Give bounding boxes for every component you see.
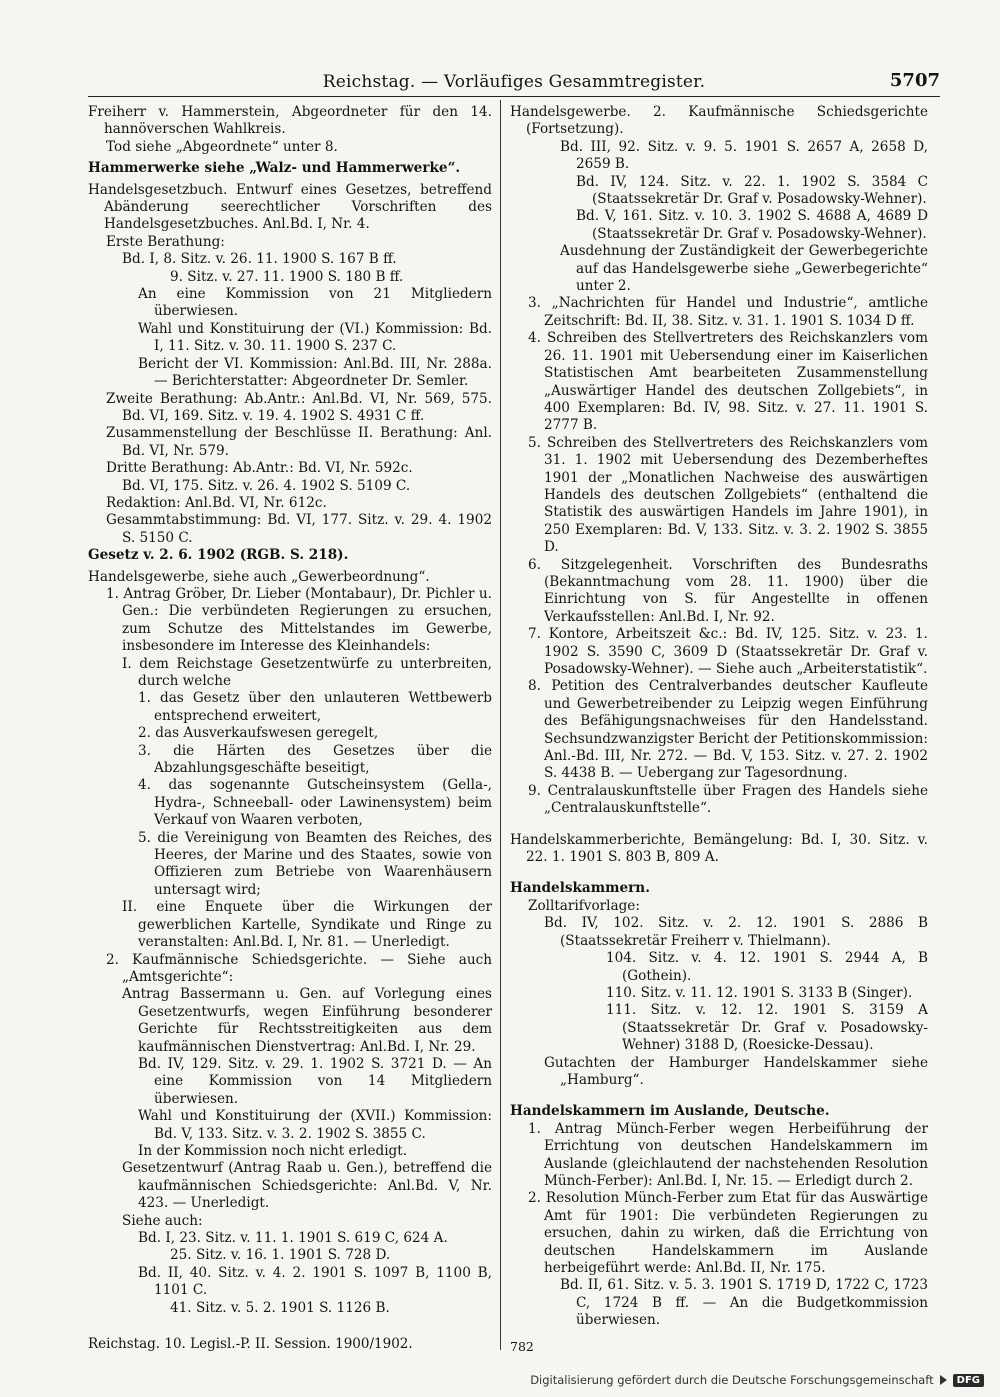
index-entry: Gesammtabstimmung: Bd. VI, 177. Sitz. v. 29. 4. 1902 S. 5150 C.	[106, 512, 492, 546]
index-entry: Hammerwerke siehe „Walz- und Hammerwerke“.	[88, 160, 461, 177]
index-entry: Handelskammerberichte, Bemängelung: Bd. I, 30. Sitz. v. 22. 1. 1901 S. 803 B, 809 A.	[510, 831, 928, 866]
index-entry: Ausdehnung der Zuständigkeit der Gewerbegerichte auf das Handelsgewerbe siehe „Gewerbegerichte“ unter 2.	[560, 243, 928, 295]
index-entry: Redaktion: Anl.Bd. VI, Nr. 612c.	[106, 494, 327, 511]
index-entry: Dritte Berathung: Ab.Antr.: Bd. VI, Nr. 592c.	[106, 460, 413, 477]
index-entry: Wahl und Konstituirung der (XVII.) Kommission: Bd. V, 133. Sitz. v. 3. 2. 1902 S. 3855 C.	[138, 1108, 492, 1142]
index-entry: 4. Schreiben des Stellvertreters des Reichskanzlers vom 26. 11. 1901 mit Uebersendung einer im Kaiserlichen Statistischen Amt bearbeiteten Zusammenstellung „Auswärtiger Handel des deutschen Zollgebiets“, in 400 Exemplaren: Bd. IV, 98. Sitz. v. 27. 11. 1901 S. 2777 B.	[528, 330, 928, 434]
index-entry: 3. „Nachrichten für Handel und Industrie“, amtliche Zeitschrift: Bd. II, 38. Sitz. v. 31. 1. 1901 S. 1034 D ff.	[528, 295, 928, 329]
index-entry: Handelskammern im Auslande, Deutsche.	[510, 1103, 830, 1120]
index-entry: Handelsgesetzbuch. Entwurf eines Gesetzes, betreffend Abänderung seerechtlicher Vorschriften des Handelsgesetzbuches. Anl.Bd. I, Nr. 4.	[88, 181, 492, 233]
index-entry: 5. die Vereinigung von Beamten des Reiches, des Heeres, der Marine und des Staates, sowie von Offizieren zum Betriebe von Waarenhäusern untersagt wird;	[138, 829, 492, 898]
index-entry: Bd. V, 161. Sitz. v. 10. 3. 1902 S. 4688 A, 4689 D (Staatssekretär Dr. Graf v. Posadowsky-Wehner).	[576, 208, 928, 242]
index-entry: 1. Antrag Gröber, Dr. Lieber (Montabaur), Dr. Pichler u. Gen.: Die verbündeten Regierungen zu ersuchen, zum Schutze des Mittelstandes im Gewerbe, insbesondere im Interesse des Kleinhandels:	[106, 585, 492, 655]
column-divider	[500, 100, 501, 1350]
index-entry: 1. Antrag Münch-Ferber wegen Herbeiführung der Errichtung von deutschen Handelskammern im Auslande (gleichlautend der nachstehenden Resolution Münch-Ferber): Anl.Bd. I, Nr. 15. — Erledigt durch 2.	[528, 1120, 928, 1189]
index-entry: Bd. IV, 124. Sitz. v. 22. 1. 1902 S. 3584 C (Staatssekretär Dr. Graf v. Posadowsky-Wehner).	[576, 173, 928, 208]
index-entry: Bd. IV, 129. Sitz. v. 29. 1. 1902 S. 3721 D. — An eine Kommission von 14 Mitgliedern überwiesen.	[138, 1055, 492, 1107]
index-entry: Bd. III, 92. Sitz. v. 9. 5. 1901 S. 2657 A, 2658 D, 2659 B.	[560, 138, 928, 173]
header-title: Reichstag. — Vorläufiges Gesammtregister.	[322, 72, 706, 92]
index-entry: 2. Resolution Münch-Ferber zum Etat für das Auswärtige Amt für 1901: Die verbündeten Regierungen zu ersuchen, dahin zu wirken, daß die Errichtung von deutschen Handelskammern im Auslande herbeigeführt werde: Anl.Bd. II, Nr. 175.	[528, 1190, 928, 1276]
index-entry: Handelsgewerbe, siehe auch „Gewerbeordnung“.	[88, 568, 430, 585]
index-entry: Zweite Berathung: Ab.Antr.: Anl.Bd. VI, Nr. 569, 575. Bd. VI, 169. Sitz. v. 19. 4. 1902 S. 4931 C ff.	[106, 390, 492, 424]
index-entry: Bd. I, 23. Sitz. v. 11. 1. 1901 S. 619 C, 624 A.	[138, 1230, 448, 1246]
running-header	[88, 70, 940, 98]
index-entry: Erste Berathung:	[106, 233, 225, 250]
header-rule	[88, 96, 940, 97]
index-entry: Bd. II, 61. Sitz. v. 5. 3. 1901 S. 1719 D, 1722 C, 1723 C, 1724 B ff. — An die Budgetkommission überwiesen.	[560, 1277, 928, 1329]
spacer	[510, 818, 928, 832]
dfg-credit-text: Digitalisierung gefördert durch die Deutsche Forschungsgemeinschaft	[530, 1373, 934, 1387]
index-entry: Bd. I, 8. Sitz. v. 26. 11. 1900 S. 167 B ff.	[122, 251, 397, 268]
index-entry: Bericht der VI. Kommission: Anl.Bd. III, Nr. 288a. — Berichterstatter: Abgeordneter Dr. Semler.	[138, 355, 492, 390]
dfg-logo: DFG	[953, 1374, 984, 1387]
index-entry: Handelskammern.	[510, 880, 650, 897]
index-entry: 9. Sitz. v. 27. 11. 1900 S. 180 B ff.	[170, 268, 404, 285]
index-entry: 7. Kontore, Arbeitszeit &c.: Bd. IV, 125. Sitz. v. 23. 1. 1902 S. 3590 C, 3609 D (Staatssekretär Dr. Graf v. Posadowsky-Wehner). — Siehe auch „Arbeiterstatistik“.	[528, 626, 928, 677]
index-entry: 4. das sogenannte Gutscheinsystem (Gella-, Hydra-, Schneeball- oder Lawinensystem) beim Verkauf von Waaren verboten,	[138, 777, 492, 829]
index-entry: Handelsgewerbe. 2. Kaufmännische Schiedsgerichte (Fortsetzung).	[510, 104, 928, 138]
index-entry: Gesetz v. 2. 6. 1902 (RGB. S. 218).	[88, 547, 349, 564]
index-entry: Bd. IV, 102. Sitz. v. 2. 12. 1901 S. 2886 B (Staatssekretär Freiherr v. Thielmann).	[544, 915, 928, 949]
index-entry: 2. das Ausverkaufswesen geregelt,	[138, 725, 379, 742]
index-entry: Wahl und Konstituirung der (VI.) Kommission: Bd. I, 11. Sitz. v. 30. 11. 1900 S. 237 C.	[138, 320, 492, 355]
index-entry: Freiherr v. Hammerstein, Abgeordneter für den 14. hannöverschen Wahlkreis.	[88, 104, 492, 138]
index-entry: 1. das Gesetz über den unlauteren Wettbewerb entsprechend erweitert,	[138, 690, 492, 724]
index-entry: I. dem Reichstage Gesetzentwürfe zu unterbreiten, durch welche	[122, 655, 492, 689]
index-entry: 6. Sitzgelegenheit. Vorschriften des Bundesraths (Bekanntmachung vom 28. 11. 1900) über die Einrichtung von S. für Angestellte in offenen Verkaufsstellen: Anl.Bd. I, Nr. 92.	[528, 556, 928, 625]
index-entry: Bd. II, 40. Sitz. v. 4. 2. 1901 S. 1097 B, 1100 B, 1101 C.	[138, 1264, 492, 1299]
index-entry: 41. Sitz. v. 5. 2. 1901 S. 1126 B.	[170, 1299, 390, 1316]
index-entry: 110. Sitz. v. 11. 12. 1901 S. 3133 B (Singer).	[606, 984, 913, 1001]
index-entry: 5. Schreiben des Stellvertreters des Reichskanzlers vom 31. 1. 1902 mit Uebersendung des Dezemberheftes 1901 der „Monatlichen Nachweise des auswärtigen Handels des deutschen Zollgebiets“ (enthaltend die Statistik des auswärtigen Handels im Jahre 1901), in 250 Exemplaren: Bd. V, 133. Sitz. v. 3. 2. 1902 S. 3855 D.	[528, 434, 928, 556]
index-entry: 3. die Härten des Gesetzes über die Abzahlungsgeschäfte beseitigt,	[138, 742, 492, 777]
index-entry: 2. Kaufmännische Schiedsgerichte. — Siehe auch „Amtsgerichte“:	[106, 951, 492, 985]
index-entry: 782	[510, 1338, 534, 1354]
index-entry: 25. Sitz. v. 16. 1. 1901 S. 728 D.	[170, 1247, 391, 1264]
index-entry: Antrag Bassermann u. Gen. auf Vorlegung eines Gesetzentwurfs, wegen Einführung besonderer Gerichte für Rechtsstreitigkeiten aus dem kaufmännischen Dienstvertrag: Anl.Bd. I, Nr. 29.	[122, 986, 492, 1055]
index-entry: II. eine Enquete über die Wirkungen der gewerblichen Kartelle, Syndikate und Ringe zu veranstalten: Anl.Bd. I, Nr. 81. — Unerledigt.	[122, 899, 492, 951]
index-entry: 104. Sitz. v. 4. 12. 1901 S. 2944 A, B (Gothein).	[606, 950, 928, 984]
spacer	[510, 1089, 928, 1103]
index-entry: In der Kommission noch nicht erledigt.	[138, 1142, 408, 1159]
index-entry: Tod siehe „Abgeordnete“ unter 8.	[106, 138, 338, 155]
arrow-right-icon	[940, 1375, 947, 1385]
index-entry: Zusammenstellung der Beschlüsse II. Berathung: Anl. Bd. VI, Nr. 579.	[106, 425, 492, 459]
index-entry: Bd. VI, 175. Sitz. v. 26. 4. 1902 S. 5109 C.	[122, 477, 411, 494]
index-entry: 111. Sitz. v. 12. 12. 1901 S. 3159 A (Staatssekretär Dr. Graf v. Posadowsky-Wehner) 3188 D, (Roesicke-Dessau).	[606, 1002, 928, 1054]
index-entry: Zolltarifvorlage:	[528, 897, 640, 914]
index-entry: Gesetzentwurf (Antrag Raab u. Gen.), betreffend die kaufmännischen Schiedsgerichte: Anl.Bd. V, Nr. 423. — Unerledigt.	[122, 1160, 492, 1212]
right-column	[510, 104, 928, 1355]
index-entry: Siehe auch:	[122, 1212, 203, 1229]
dfg-credit	[530, 1373, 984, 1387]
index-entry: Gutachten der Hamburger Handelskammer siehe „Hamburg“.	[544, 1054, 928, 1088]
spacer	[510, 866, 928, 880]
page-number: 5707	[889, 70, 940, 91]
index-entry: 8. Petition des Centralverbandes deutscher Kaufleute und Gewerbetreibender zu Leipzig wegen Einführung des Befähigungsnachweises für den Handelsstand. Sechsundzwanzigster Bericht der Petitionskommission: Anl.-Bd. III, Nr. 272. — Bd. V, 153. Sitz. v. 27. 2. 1902 S. 4438 B. — Uebergang zur Tagesordnung.	[528, 678, 928, 782]
footer-session: Reichstag. 10. Legisl.-P. II. Session. 1900/1902.	[88, 1336, 413, 1352]
index-entry: An eine Kommission von 21 Mitgliedern überwiesen.	[138, 286, 492, 320]
left-column	[88, 104, 492, 1317]
index-entry: 9. Centralauskunftstelle über Fragen des Handels siehe „Centralauskunftstelle“.	[528, 782, 928, 817]
